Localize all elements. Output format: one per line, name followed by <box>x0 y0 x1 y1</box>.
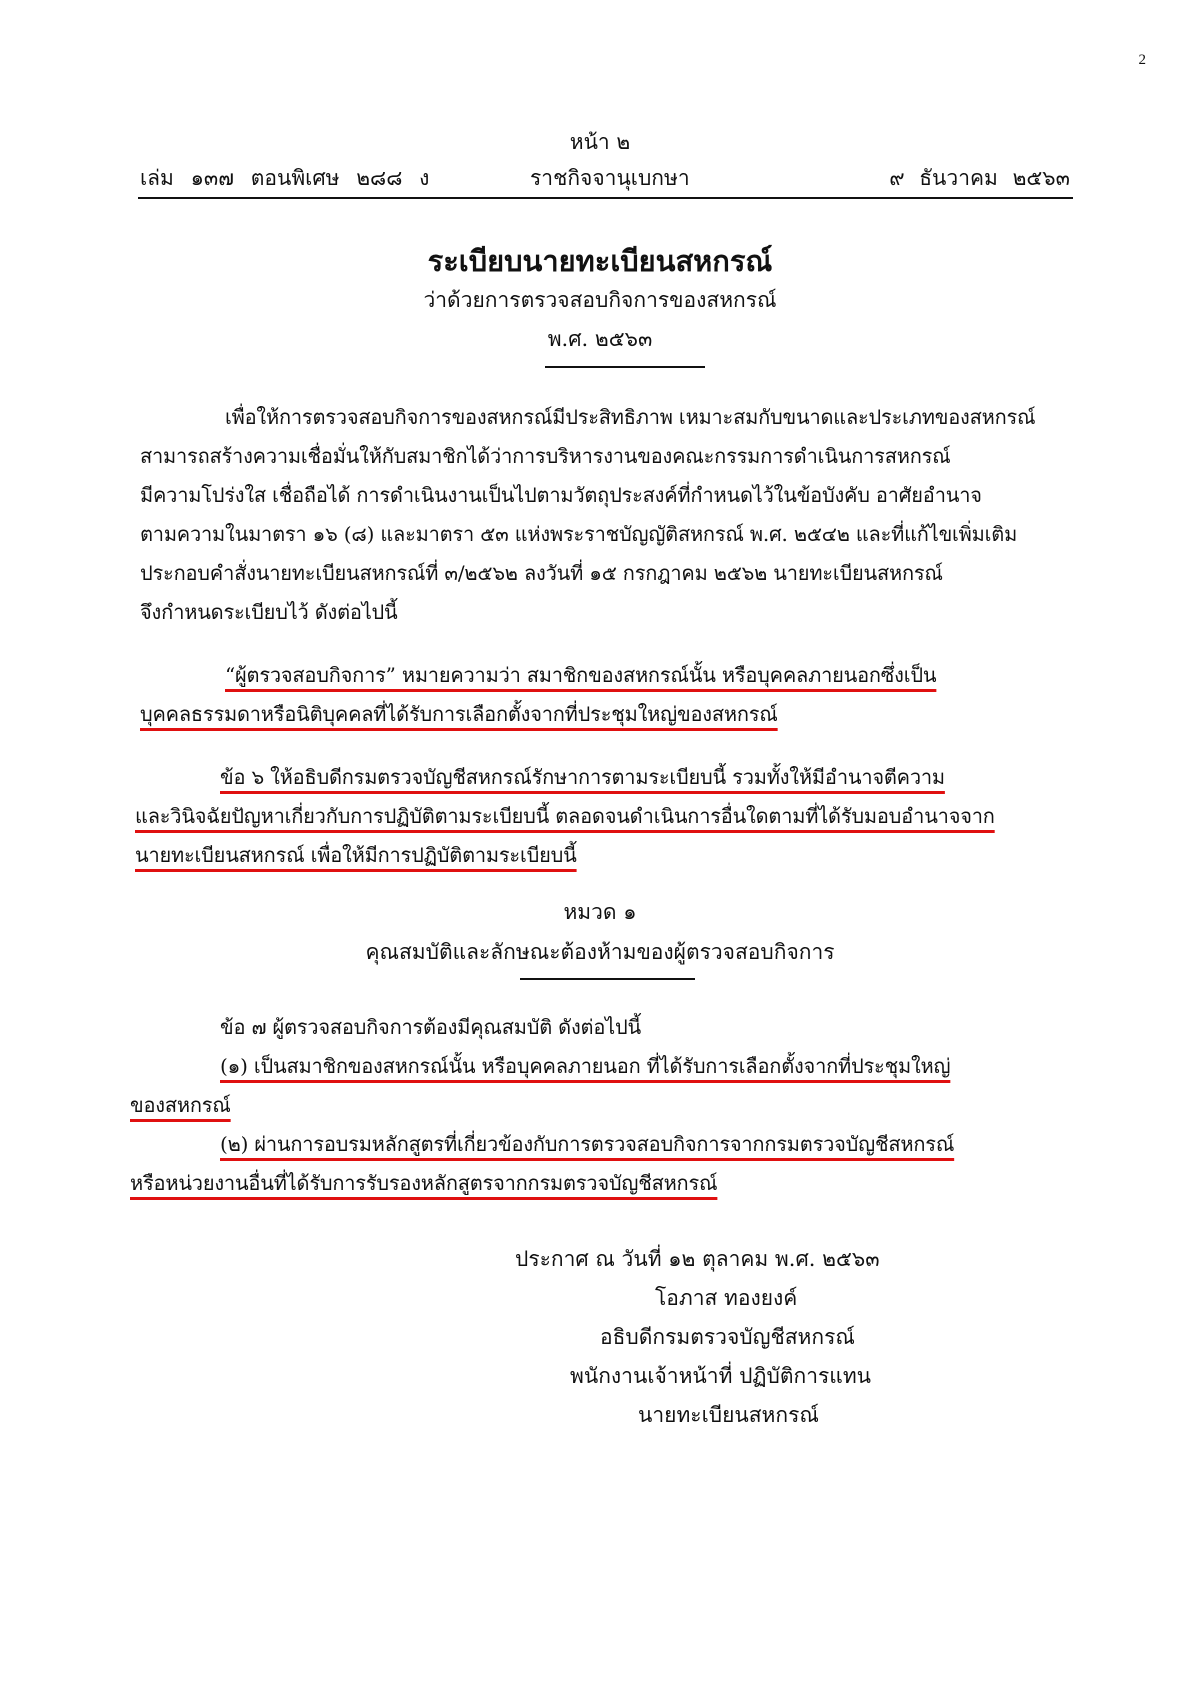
signatory-name: โอภาส ทองยงค์ <box>655 1286 798 1310</box>
definition-line: “ผู้ตรวจสอบกิจการ” หมายความว่า สมาชิกของสหกรณ์นั้น หรือบุคคลภายนอกซึ่งเป็น <box>225 663 937 687</box>
preamble-line: ตามความในมาตรา ๑๖ (๘) และมาตรา ๕๓ แห่งพระราชบัญญัติสหกรณ์ พ.ศ. ๒๕๔๒ และที่แก้ไขเพิ่มเติม <box>140 522 1018 546</box>
preamble-line: สามารถสร้างความเชื่อมั่นให้กับสมาชิกได้ว่าการบริหารงานของคณะกรรมการดำเนินการสหกรณ์ <box>140 444 951 468</box>
header-divider <box>138 197 1073 199</box>
section-divider <box>520 978 695 980</box>
gazette-page-label: หน้า ๒ <box>569 130 631 154</box>
clause-7-item-1: (๑) เป็นสมาชิกของสหกรณ์นั้น หรือบุคคลภายนอก ที่ได้รับการเลือกตั้งจากที่ประชุมใหญ่ <box>220 1054 951 1078</box>
preamble-line: จึงกำหนดระเบียบไว้ ดังต่อไปนี้ <box>140 600 398 624</box>
preamble-line: เพื่อให้การตรวจสอบกิจการของสหกรณ์มีประสิทธิภาพ เหมาะสมกับขนาดและประเภทของสหกรณ์ <box>225 405 1036 429</box>
gazette-volume: เล่ม ๑๓๗ ตอนพิเศษ ๒๘๘ ง <box>140 166 430 190</box>
clause-7-intro: ข้อ ๗ ผู้ตรวจสอบกิจการต้องมีคุณสมบัติ ดังต่อไปนี้ <box>220 1015 641 1039</box>
gazette-publication: ราชกิจจานุเบกษา <box>530 166 690 190</box>
document-subtitle: ว่าด้วยการตรวจสอบกิจการของสหกรณ์ <box>423 288 777 312</box>
clause-6-line: และวินิจฉัยปัญหาเกี่ยวกับการปฏิบัติตามระเบียบนี้ ตลอดจนดำเนินการอื่นใดตามที่ได้รับมอบอำนาจจาก <box>135 804 995 828</box>
clause-7-item-2: หรือหน่วยงานอื่นที่ได้รับการรับรองหลักสูตรจากกรมตรวจบัญชีสหกรณ์ <box>130 1171 718 1195</box>
title-divider <box>545 366 705 368</box>
announcement-date: ประกาศ ณ วันที่ ๑๒ ตุลาคม พ.ศ. ๒๕๖๓ <box>515 1247 880 1271</box>
definition-line: บุคคลธรรมดาหรือนิติบุคคลที่ได้รับการเลือกตั้งจากที่ประชุมใหญ่ของสหกรณ์ <box>140 702 778 726</box>
document-year: พ.ศ. ๒๕๖๓ <box>547 327 653 351</box>
section-number: หมวด ๑ <box>563 900 637 924</box>
clause-7-item-2: (๒) ผ่านการอบรมหลักสูตรที่เกี่ยวข้องกับการตรวจสอบกิจการจากกรมตรวจบัญชีสหกรณ์ <box>220 1132 955 1156</box>
clause-6-line: นายทะเบียนสหกรณ์ เพื่อให้มีการปฏิบัติตามระเบียบนี้ <box>135 843 577 867</box>
signatory-on-behalf: นายทะเบียนสหกรณ์ <box>638 1403 819 1427</box>
document-title: ระเบียบนายทะเบียนสหกรณ์ <box>427 244 773 278</box>
preamble-line: มีความโปร่งใส เชื่อถือได้ การดำเนินงานเป็นไปตามวัตถุประสงค์ที่กำหนดไว้ในข้อบังคับ อาศัยอำนาจ <box>140 483 982 507</box>
signatory-acting: พนักงานเจ้าหน้าที่ ปฏิบัติการแทน <box>570 1364 872 1388</box>
section-name: คุณสมบัติและลักษณะต้องห้ามของผู้ตรวจสอบกิจการ <box>365 940 835 964</box>
clause-7-item-1: ของสหกรณ์ <box>130 1093 231 1117</box>
gazette-date: ๙ ธันวาคม ๒๕๖๓ <box>889 166 1070 190</box>
clause-6-line: ข้อ ๖ ให้อธิบดีกรมตรวจบัญชีสหกรณ์รักษาการตามระเบียบนี้ รวมทั้งให้มีอำนาจตีความ <box>220 765 945 789</box>
page-number: 2 <box>1138 52 1146 68</box>
signatory-position: อธิบดีกรมตรวจบัญชีสหกรณ์ <box>600 1325 855 1349</box>
preamble-line: ประกอบคำสั่งนายทะเบียนสหกรณ์ที่ ๓/๒๕๖๒ ลงวันที่ ๑๕ กรกฎาคม ๒๕๖๒ นายทะเบียนสหกรณ์ <box>140 561 943 585</box>
